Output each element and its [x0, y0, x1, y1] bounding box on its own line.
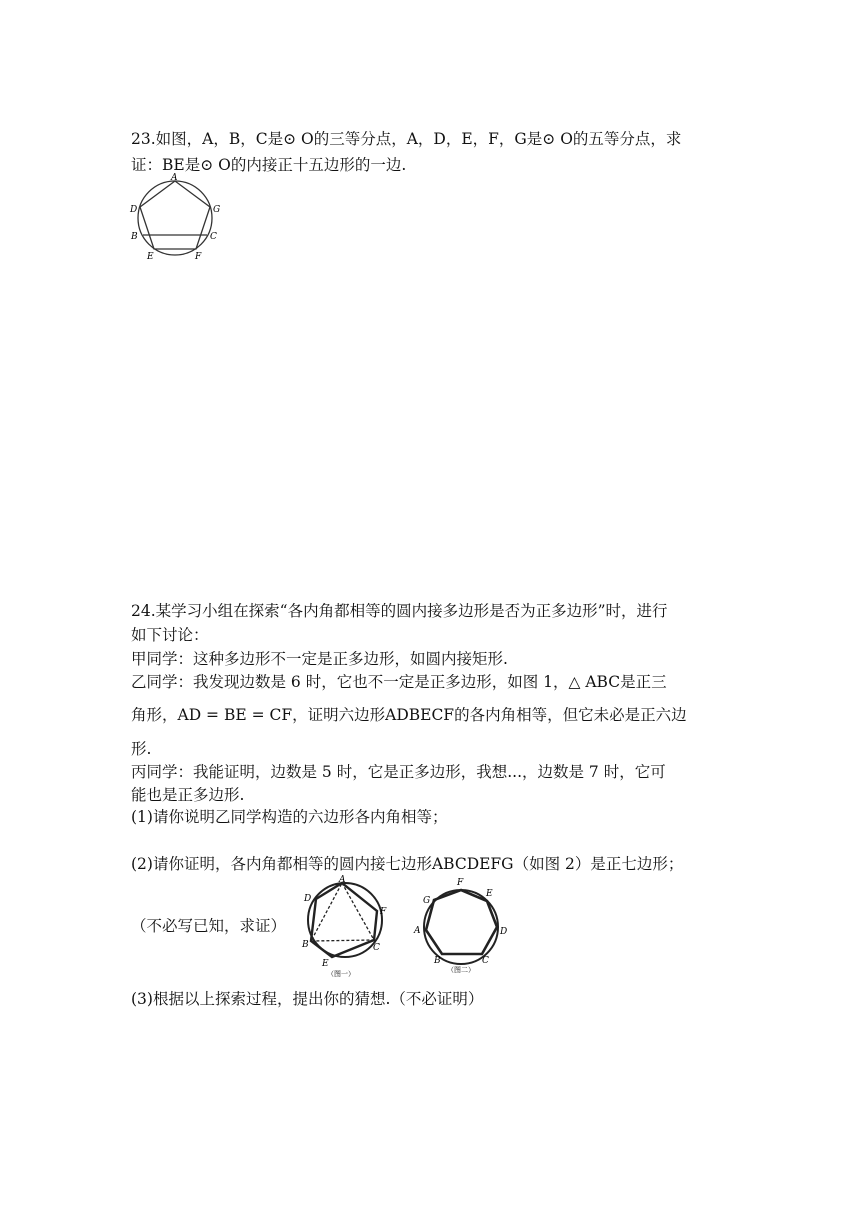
q23-label-e: E [147, 252, 154, 262]
fig1-label-e: E [322, 959, 329, 969]
q24-figure-2 [412, 874, 512, 978]
fig2-label-f: F [457, 878, 464, 888]
q23-line-2: 证：BE是⊙ O的内接正十五边形的一边. [131, 156, 407, 174]
fig1-label-b: B [302, 940, 309, 950]
q24-line-6: 形. [131, 740, 152, 758]
q24-line-3: 甲同学：这种多边形不一定是正多边形，如圆内接矩形. [131, 650, 508, 668]
fig2-label-g: G [423, 896, 431, 906]
q24-line-5: 角形，AD = BE = CF，证明六边形ADBECF的各内角相等，但它未必是正六边 [131, 706, 687, 724]
q24-part-3: (3)根据以上探索过程，提出你的猜想.（不必证明） [131, 990, 484, 1008]
q23-line-1: 23.如图，A，B，C是⊙ O的三等分点，A，D，E，F，G是⊙ O的五等分点，求 [131, 130, 682, 148]
q23-label-f: F [195, 252, 202, 262]
q24-line-7: 丙同学：我能证明，边数是 5 时，它是正多边形，我想...，边数是 7 时，它可 [131, 763, 666, 781]
fig2-label-d: D [500, 927, 508, 937]
q23-label-g: G [213, 205, 221, 215]
q24-part-1: (1)请你说明乙同学构造的六边形各内角相等； [131, 808, 448, 826]
q24-line-4: 乙同学：我发现边数是 6 时，它也不一定是正多边形，如图 1，△ ABC是正三 [131, 673, 667, 691]
fig2-label-b: B [434, 956, 441, 966]
fig1-label-c: C [373, 943, 380, 953]
q23-label-a: A [171, 173, 178, 183]
q24-line-2: 如下讨论： [131, 626, 209, 644]
q24-figure-1 [298, 874, 398, 978]
q23-figure [128, 172, 224, 264]
fig1-label-d: D [304, 894, 312, 904]
fig2-label-a: A [414, 926, 421, 936]
q24-part-2: (2)请你证明，各内角都相等的圆内接七边形ABCDEFG（如图 2）是正七边形； [131, 855, 684, 873]
fig2-label-c: C [482, 956, 489, 966]
fig2-label-e: E [486, 889, 493, 899]
q24-line-8: 能也是正多边形. [131, 786, 245, 804]
q24-line-1: 24.某学习小组在探索“各内角都相等的圆内接多边形是否为正多边形”时，进行 [131, 602, 668, 620]
fig1-label-f: F [380, 907, 387, 917]
fig1-label-a: A [339, 875, 346, 885]
q23-label-b: B [131, 232, 138, 242]
q24-part-2-note: （不必写已知，求证） [131, 917, 287, 935]
fig2-caption: （图二） [447, 966, 475, 974]
q23-label-d: D [130, 205, 138, 215]
q23-label-c: C [210, 232, 217, 242]
fig1-caption: （图一） [327, 970, 355, 978]
